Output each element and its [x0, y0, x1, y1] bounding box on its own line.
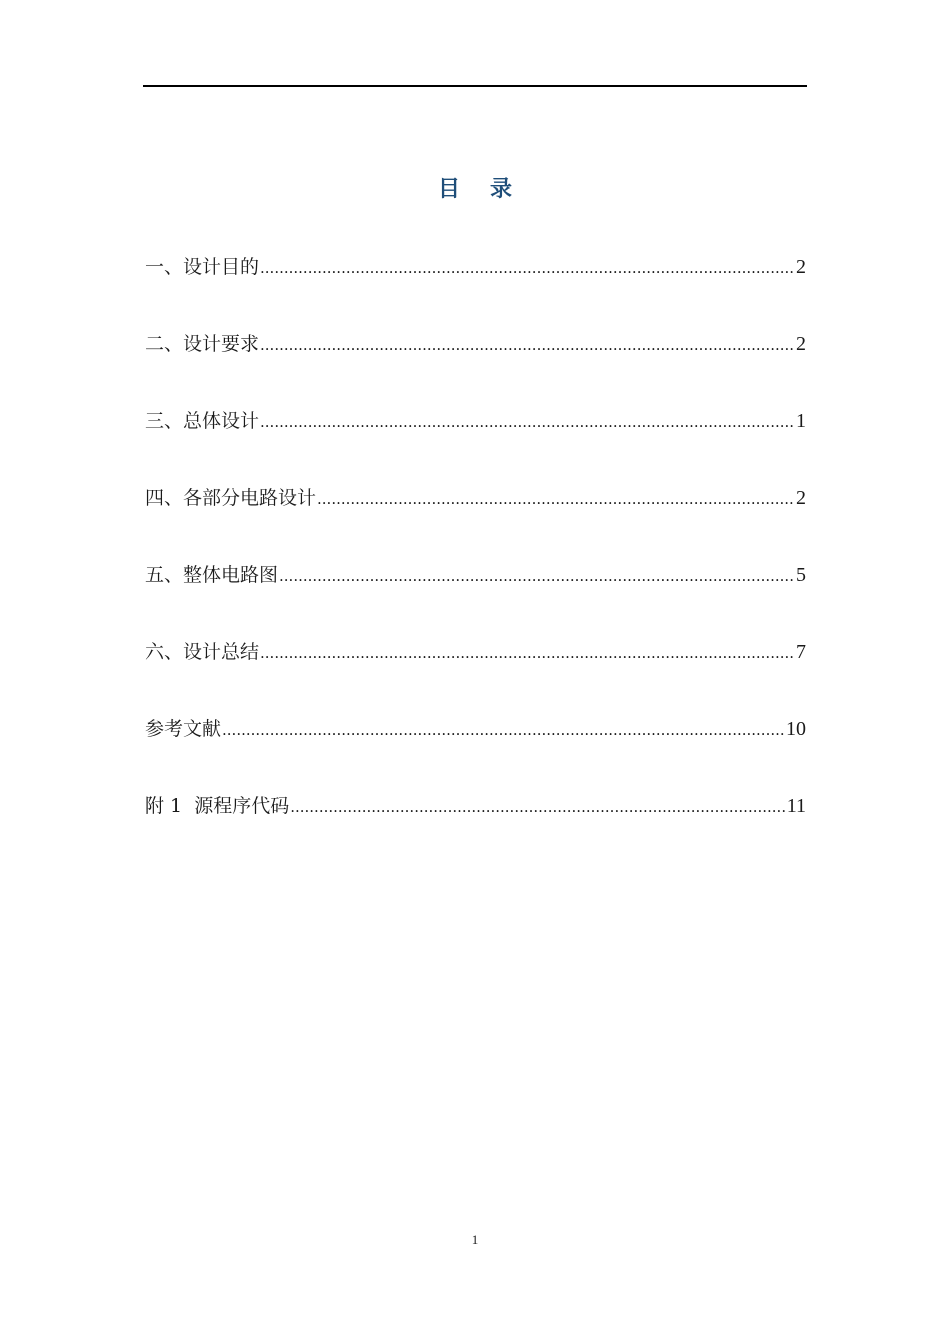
toc-leader-dots	[260, 327, 795, 362]
toc-entry-page: 2	[796, 333, 806, 355]
toc-entry-label: 附 1 源程序代码	[145, 795, 290, 817]
toc-title: 目录	[437, 177, 542, 202]
toc-entry-label: 一、设计目的	[145, 256, 260, 278]
toc-entry[interactable]	[145, 250, 806, 327]
toc-entry-label: 五、整体电路图	[145, 564, 279, 586]
toc-entry-page: 5	[796, 564, 806, 586]
toc-entry-label: 参考文献	[145, 718, 222, 740]
toc-entry[interactable]	[145, 789, 806, 866]
toc-entry-page: 1	[796, 410, 806, 432]
toc-entry-page: 11	[786, 795, 806, 817]
toc-leader-dots	[260, 250, 795, 285]
toc-leader-dots	[290, 789, 786, 824]
toc-entry-label: 四、各部分电路设计	[145, 487, 317, 509]
toc-entry-page: 10	[786, 718, 806, 740]
toc-entry[interactable]	[145, 404, 806, 481]
toc-entry[interactable]	[145, 712, 806, 789]
toc-leader-dots	[279, 558, 795, 593]
toc-entry[interactable]	[145, 327, 806, 404]
toc-entry-label: 六、设计总结	[145, 641, 260, 663]
toc-leader-dots	[260, 404, 795, 439]
page-number: 1	[471, 1232, 479, 1247]
toc-entry-page: 7	[796, 641, 806, 663]
toc-entry-page: 2	[796, 487, 806, 509]
toc-entry-label: 三、总体设计	[145, 410, 260, 432]
toc-leader-dots	[260, 635, 795, 670]
toc-entry-label: 二、设计要求	[145, 333, 260, 355]
toc-entry[interactable]	[145, 558, 806, 635]
header-rule	[143, 85, 807, 87]
table-of-contents	[145, 250, 806, 866]
toc-leader-dots	[317, 481, 795, 516]
toc-entry[interactable]	[145, 481, 806, 558]
toc-entry[interactable]	[145, 635, 806, 712]
toc-entry-page: 2	[796, 256, 806, 278]
toc-leader-dots	[222, 712, 785, 747]
